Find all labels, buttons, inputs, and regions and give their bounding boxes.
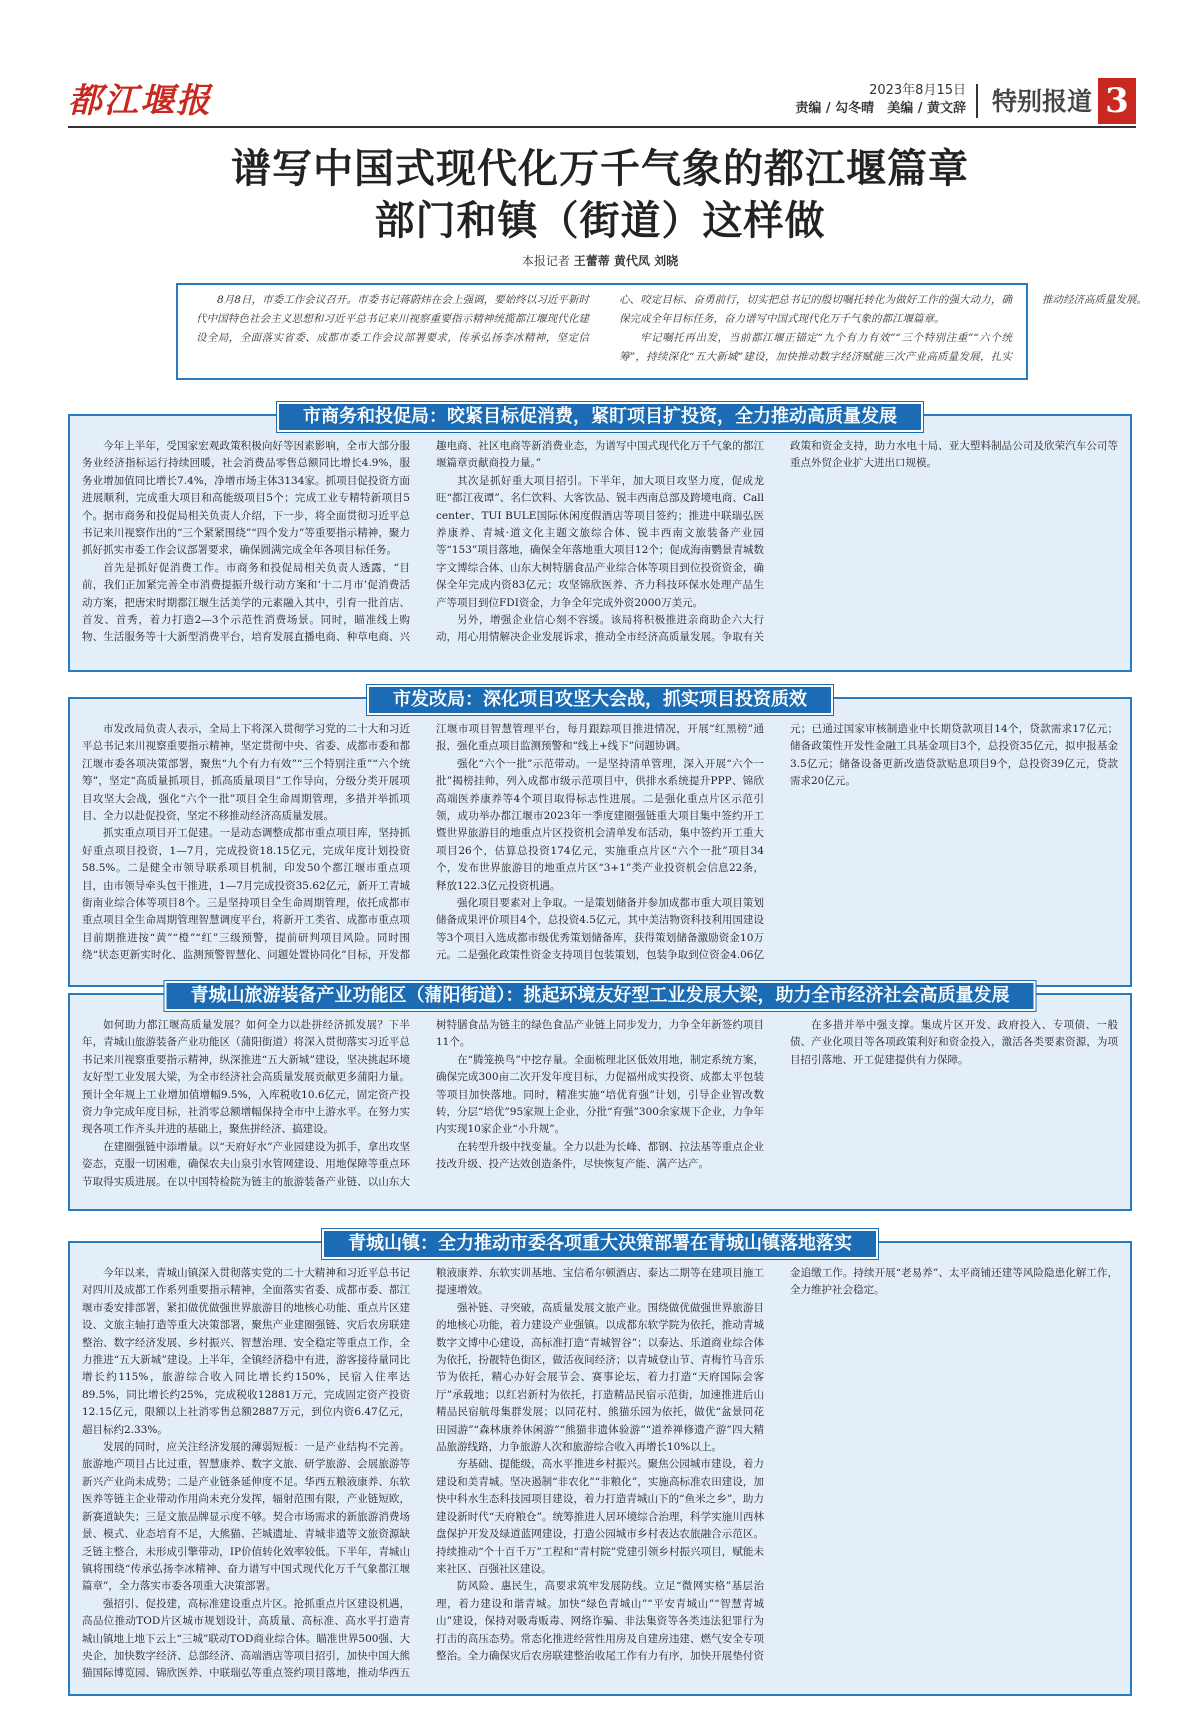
article-paragraph: 强化“六个一批”示范带动。一是坚持清单管理，深入开展“六个一批”揭榜挂帅，列入成都市级示范项目中，供排水系统提升PPP、锦欣高端医养康养等4个项目取得标志性进展。二是强化重点片区示范引领，成功举办都江堰市2023年一季度建圈强链重大项目集中签约开工暨世界旅游目的地重点片区投资机会清单发布活动，集中签约开工重大项目26个，估算总投资174亿元，实施重点片区“六个一批”项目34个，发布世界旅游目的地重点片区“3+1”类产业投资机会信息22条，释放122.3亿元投资机遇。 <box>436 757 764 892</box>
article-paragraph: 在转型升级中找变量。全力以赴为长峰、都钢、拉法基等重点企业技改升级、投产达效创造条件，尽快恢复产能、满产达产。 <box>436 1140 764 1171</box>
intro-box <box>176 283 1147 380</box>
article-paragraph: 抓实重点项目开工促建。一是动态调整成都市重点项目库，坚持抓好重点项目投资，1—7月，完成投资18.15亿元，完成年度计划投资58.5%。二是健全市领导联系项目机制，印发50个都江堰市重点项目，由市领导牵头包干推进，1—7月完成投资35.62亿元，新开工青城街南业综合体等项目8个。三是坚持项目全生命周期管理，依托成都市重点项目全生命周期管理智慧调度平台，将新开工类省、成都市重点项目前期推进按“黄”“橙”“红”三级预警，提前研判项目风险。同时围绕“状态更新实时化、监测预警智慧化、问题处置协同化”目标，开发都江堰市项目智慧管理平台，每月跟踪项目推进情况，开展“红黑榜”通报，强化重点项目监测预警和“线上+线下”问题协调。 <box>82 723 764 962</box>
article-paragraph: 夯基础、提能级，高水平推进乡村振兴。聚焦公园城市建设，着力建设和美青城。坚决遏制“非农化”“非粮化”，实施高标准农田建设，加快中科水生态科技园项目建设，着力打造青城山下的“鱼米之乡”，助力建设新时代“天府粮仓”。统筹推进人居环境综合治理，科学实施川西林盘保护开发及绿道蓝网建设，打造公园城市乡村表达农旅融合示范区。持续推动“个十百千万”工程和“青村院”党建引领乡村振兴项目，赋能未来社区、百强社区建设。 <box>436 1458 764 1575</box>
article-paragraph: 在“腾笼换鸟”中挖存量。全面梳理北区低效用地，制定系统方案，确保完成300亩二次开发年度目标，力促福州成实投资、成都太平包装等项目加快落地。同时，精准实施“培优育强”计划，引导企业智改数转，分层“培优”95家规上企业，分批“育强”300余家规下企业，力争年内实现10家企业“小升规”。 <box>436 1053 764 1136</box>
article-paragraph: 另外，增强企业信心刻不容缓。该局将积极推进亲商助企六大行动，用心用情解决企业发展诉求，推动全市经济高质量发展。争取有关政策和资金支持，助力水电十局、亚大塑料制品公司及欣荣汽车公司等重点外贸企业扩大进出口规模。 <box>436 440 1118 644</box>
intro-paragraph: 牢记嘱托再出发，当前都江堰正锚定“九个有力有效”“三个特别注重”“六个统筹”，持续深化“五大新城”建设，加快推动数字经济赋能三次产业高质量发展，扎实推动经济高质量发展。 <box>619 294 1147 363</box>
page-number-badge: 3 <box>1098 78 1136 124</box>
article-title: 青城山镇：全力推动市委各项重大决策部署在青城山镇落地落实 <box>322 1229 878 1259</box>
headline-sub: 部门和镇（街道）这样做 <box>374 198 826 244</box>
article-title: 青城山旅游装备产业功能区（蒲阳街道）：挑起环境友好型工业发展大梁，助力全市经济社会高质量发展 <box>165 981 1036 1011</box>
byline-names: 王蕾蒂 黄代凤 刘晓 <box>573 254 679 268</box>
section-name: 特别报道 <box>991 87 1092 116</box>
article-body <box>82 1265 1118 1686</box>
article-paragraph: 首先是抓好促消费工作。市商务和投促局相关负责人透露，“目前，我们正加紧完善全市消费提振升级行动方案和‘十二月市’促消费活动方案，把唐宋时期都江堰生活美学的元素融入其中，引育一批首店、首发、首秀，着力打造2—3个示范性消费场景。同时，瞄准线上购物、生活服务等十大新型消费平台，培育发展直播电商、种草电商、兴趣电商、社区电商等新消费业态，为谱写中国式现代化万千气象的都江堰篇章贡献商投力量。” <box>82 440 764 644</box>
article-paragraph: 今年上半年，受国家宏观政策积极向好等因素影响，全市大部分服务业经济指标运行持续回暖，社会消费品零售总额同比增长4.9%，服务业增加值同比增长7.4%，净增市场主体3134家。抓项目促投资方面进展顺利，完成重大项目和高能级项目5个；完成工业专精特新项目5个。据市商务和投促局相关负责人介绍，下一步，将全面贯彻习近平总书记来川视察作出的“三个紧紧围绕”“四个发力”等重要指示精神，聚力抓好抓实市委工作会议部署要求，确保圆满完成全年各项目标任务。 <box>82 440 410 557</box>
article-body <box>82 721 1118 977</box>
article-qingchengshan-town <box>68 1233 1132 1696</box>
masthead <box>68 80 1136 122</box>
masthead-divider <box>976 84 978 118</box>
article-body <box>82 438 1118 662</box>
article-paragraph: 发展的同时，应关注经济发展的薄弱短板：一是产业结构不完善。旅游地产项目占比过重，智慧康养、数字文旅、研学旅游、会展旅游等新兴产业尚未成势；二是产业链条延伸度不足。华西五粮液康养、东软医养等链主企业带动作用尚未充分发挥，辐射范围有限，产业链短欧，新赛道缺失；三是文旅品牌显示度不够。契合市场需求的新旅游消费场景、模式、业态培育不足，大熊猫、芒城遗址、青城非遗等文旅资源缺乏链主整合，未形成引擎带动，IP价值转化效率较低。下半年，青城山镇将围绕“传承弘扬李冰精神、奋力谱写中国式现代化万千气象都江堰篇章”，全力落实市委各项重大决策部署。 <box>82 1441 410 1593</box>
article-body <box>82 1017 1118 1201</box>
article-development-reform <box>68 689 1132 987</box>
article-puyang-subdistrict <box>68 985 1132 1211</box>
newspaper-logo[interactable]: 都江堰报 <box>68 81 212 121</box>
article-paragraph: 今年以来，青城山镇深入贯彻落实党的二十大精神和习近平总书记对四川及成都工作系列重要指示精神，全面落实省委、成都市委、都江堰市委安排部署，紧扣做优做强世界旅游目的地核心功能、重点片区建设、文旅主轴打造等重大决策部署，聚焦产业建圈强链、灾后农房联建整治、数字经济发展、乡村振兴、智慧治理、安全稳定等重点工作，全力推进“五大新城”建设。上半年，全镇经济稳中有进，游客接待量同比增长约115%，旅游综合收入同比增长约150%，民宿入住率达89.5%，同比增长约25%，完成税收12881万元，完成固定资产投资12.15亿元，限额以上社消零售总额2887万元，到位内资6.47亿元，超目标约2.33%。 <box>82 1267 410 1436</box>
article-paragraph: 市发改局负责人表示，全局上下将深入贯彻学习党的二十大和习近平总书记来川视察重要指示精神，坚定贯彻中央、省委、成都市委和都江堰市委各项决策部署，聚焦“九个有力有效”“三个特别注重”“六个统筹”，坚定“高质量抓项目，抓高质量项目”工作导向，分级分类开展项目攻坚大会战，强化“六个一批”项目全生命周期管理，多措并举抓项目、全力以赴促投资，坚定不移推动经济高质量发展。 <box>82 723 410 823</box>
byline-label: 本报记者 <box>521 254 570 268</box>
byline <box>0 252 1200 269</box>
article-title: 市发改局：深化项目攻坚大会战，抓实项目投资质效 <box>367 685 833 715</box>
article-title: 市商务和投促局：咬紧目标促消费，紧盯项目扩投资，全力推动高质量发展 <box>277 402 923 432</box>
editor-credits <box>795 100 966 118</box>
editor-label: 责编 / 勾冬晴 <box>795 101 875 116</box>
designer-label: 美编 / 黄文辞 <box>887 101 966 116</box>
intro-paragraph: 8月8日，市委工作会议召开。市委书记蒋蔚炜在会上强调，要始终以习近平新时代中国特色社会主义思想和习近平总书记来川视察重要指示精神统揽都江堰现代化建设全局，全面落实省委、成都市委工作会议部署要求，传承弘扬李冰精神，坚定信心、咬定目标、奋勇前行，切实把总书记的殷切嘱托转化为做好工作的强大动力，确保完成全年目标任务，奋力谱写中国式现代化万千气象的都江堰篇章。 <box>196 294 1012 344</box>
article-paragraph: 强招引、促投建，高标准建设重点片区。抢抓重点片区建设机遇，高品位推动TOD片区城市规划设计，高质量、高标准、高水平打造青城山镇地上地下云上“三城”联动TOD商业综合体。瞄准世界500强、大央企，加快数字经济、总部经济、高端酒店等项目招引，加快中国大熊猫国际博览园、锦欣医养、中联瑞弘等重点签约项目落地，推动华西五粮液康养、东软实训基地、宝信希尔顿酒店、泰达二期等在建项目施工提速增效。 <box>82 1267 764 1680</box>
article-paragraph: 其次是抓好重大项目招引。下半年，加大项目攻坚力度，促成龙旺“都江夜谭”、名仁饮料、大客饮品、锐丰西南总部及跨境电商、Call center、TUI BULE国际休闲度假酒店等项目签约；推进中联瑞弘医养康养、青城·道文化主题文旅综合体、锐丰西南文旅装备产业园等“153”项目落地，确保全年落地重大项目12个；促成海南鹦景青城数字文博综合体、山东大树特膳食品产业综合体等项目到位投资资金，确保全年完成内资83亿元；攻坚锦欣医养、齐力科技环保水处理产品生产等项目到位FDI资金，力争全年完成外资2000万美元。 <box>436 474 764 609</box>
article-paragraph: 在建圈强链中添增量。以“天府好水”产业园建设为抓手，拿出攻坚姿态，克服一切困难，确保农夫山泉引水管网建设、用地保障等重点环节取得实质进展。在以中国特检院为链主的旅游装备产业链、以山东大树特膳食品为链主的绿色食品产业链上同步发力，力争全年新签约项目11个。 <box>82 1019 764 1188</box>
article-paragraph: 如何助力都江堰高质量发展？如何全力以赴拼经济抓发展？下半年，青城山旅游装备产业功能区（蒲阳街道）将深入贯彻落实习近平总书记来川视察重要指示精神，纵深推进“五大新城”建设，坚决挑起环境友好型工业发展大梁，为全市经济社会高质量发展贡献更多蒲阳力量。预计全年规上工业增加值增幅9.5%，入库税收10.6亿元，固定资产投资力争完成年度目标，社消零总额增幅保持全市中上游水平。在努力实现各项工作齐头并进的基础上，聚焦拼经济、搞建设。 <box>82 1019 410 1136</box>
article-paragraph: 强化项目要素对上争取。一是策划储备并参加成都市重大项目策划储备成果评价项目4个，总投资4.5亿元，其中美洁物资科技利用国建设等3个项目入选成都市级优秀策划储备库，获得策划储备激励资金10万元。二是强化政策性资金支持项目包装策划，包装争取到位资金4.06亿元；已通过国家审核制造业中长期贷款项目14个，贷款需求17亿元；储备政策性开发性金融工具基金项目3个，总投资35亿元，拟申报基金3.5亿元；储备设备更新改造贷款贴息项目9个，总投资39亿元，贷款需求20亿元。 <box>436 723 1118 962</box>
masthead-rule <box>68 126 1136 128</box>
article-paragraph: 防风险、惠民生，高要求筑牢发展防线。立足“微网实格”基层治理，着力建设和谐青城。加快“绿色青城山”“平安青城山”“智慧青城山”建设，保持对吸毒贩毒、网络诈骗、非法集资等各类违法犯罪行为打击的高压态势。常态化推进经营性用房及自建房违建、燃气安全专项整治。全力确保灾后农房联建整治收尾工作有力有序，加快开展垫付资金追缴工作。持续开展“老易养”、太平商铺还建等风险隐患化解工作，全力维护社会稳定。 <box>436 1267 1118 1662</box>
headline-main: 谱写中国式现代化万千气象的都江堰篇章 <box>231 146 969 192</box>
article-paragraph: 强补链、寻突破，高质量发展文旅产业。围绕做优做强世界旅游目的地核心功能，着力建设产业强镇。以成都东软学院为依托，推动青城数字文博中心建设，高标准打造“青城智谷”；以泰达、乐道商业综合体为依托，扮靓特色街区，做活夜间经济；以青城登山节、青梅竹马音乐节为依托，精心办好会展节会、赛事论坛，着力打造“天府国际会客厅”承载地；以红岩新村为依托，打造精品民宿示范街，加速推进后山精品民宿航母集群发展；以同花村、熊猫乐园为依托，做优“盆景同花田园游”“森林康养休闲游”“熊猫非遗体验游”“道养禅修遗产游”四大精品旅游线路，力争旅游人次和旅游综合收入再增长10%以上。 <box>436 1301 764 1454</box>
issue-info <box>795 82 966 118</box>
article-commerce-bureau <box>68 406 1132 672</box>
article-paragraph: 在多措并举中强支撑。集成片区开发、政府投入、专项债、一般债、产业化项目等各项政策利好和资金投入，激活各类要素资源，为项目招引落地、开工促建提供有力保障。 <box>790 1019 1118 1066</box>
issue-date: 2023年8月15日 <box>869 83 966 98</box>
